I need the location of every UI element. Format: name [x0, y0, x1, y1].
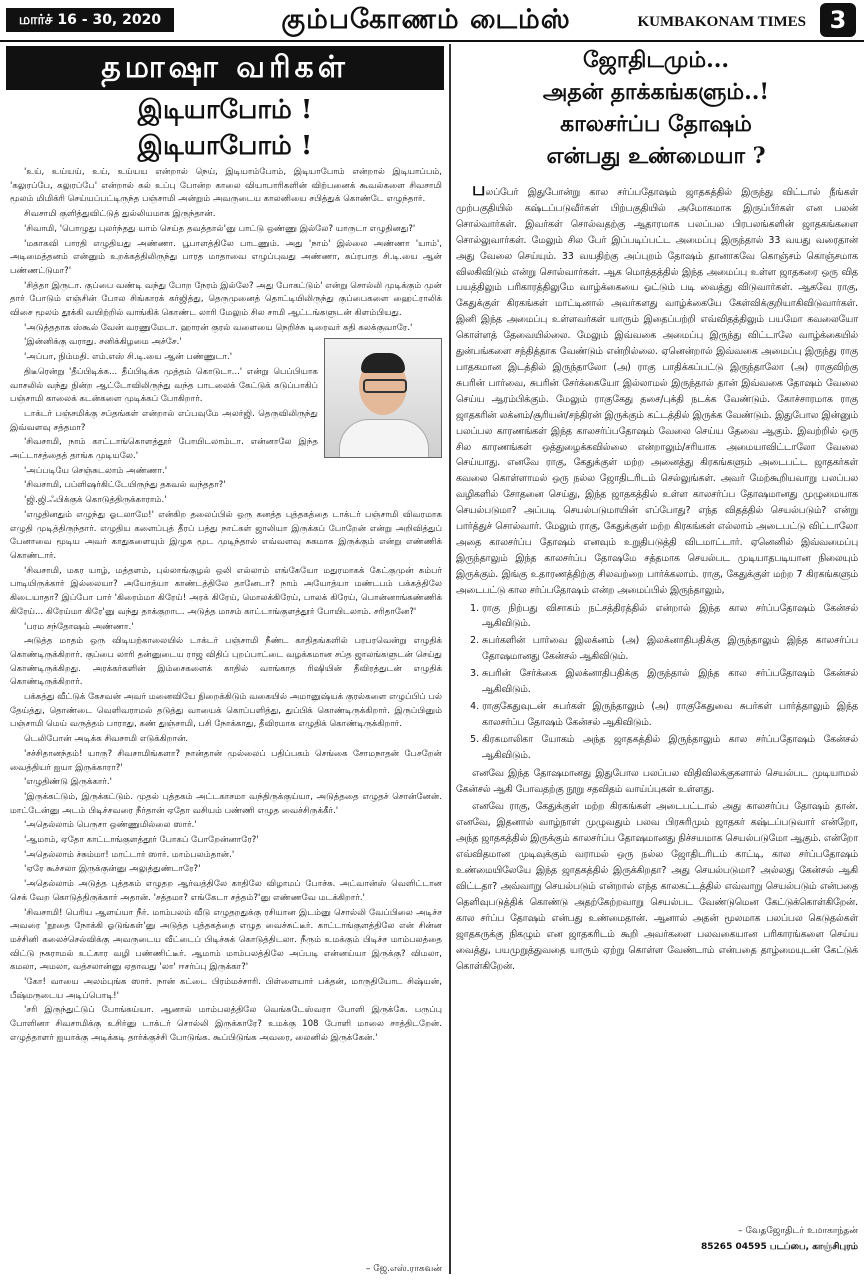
intro-text: லப்பேர் இதுபோன்று கால சர்ப்பதோஷம் ஜாதகத்தில் இருந்து விட்டால் நீங்கள் முற்பகுதியில் கஷ்டப்படுவீர்கள் பிற்பகுதியில் அமோகமாக இருப்பீர்கள் என பலன் சொல்வார்கள். இவர்கள் சொல்வதற்கு ஆதாரமாக பலப்பல பிரபலங்களின் ஜாதகங்களை சொல்லுவார்கள். மேலும் சில பேர் இப்படிப்பட்ட அமைப்பு இருந்தால் 33 வயது வரைதான் அது வேலை செய்யும். 33 வயதிற்கு அப்புறம் தோஷம் தானாகவே கொஞ்சம் கொஞ்சமாக விலகிவிடும் என்று சொல்வார்கள். ஆக மொத்தத்தில் இந்த அமைப்பு உள்ள ஜாதகரை ஒரு வித பயத்திலும் பரிகாரத்திலுமே வாழ்க்கையை ஓட்டும் படி வைத்து விடுவார்கள். ஆகவே ராகு, கேதுக்குள் கிரகங்கள் மாட்டினால் அவர்களது வாழ்க்கையே கேள்விக்குறியாகிவிடுவார்கள். இனி இந்த அமைப்பு உள்ளவர்கள் யாரும் இதைப்பற்றி எவ்விதத்திலும் பயமோ கவலையோ கொள்ளத் தேவையில்லை. மேலும் இவ்வகை அமைப்பு இருந்து விட்டாலே வாழ்க்கையில் துன்பங்களை சந்தித்தாக வேண்டும் என்றில்லை. ஏனென்றால் இவ்வகை அமைப்பு இருந்து ராகு பாதகமான இடத்தில் இருந்தாலோ (அ) ராகு பாதிக்கப்பட்டு இருந்தாலோ (அ) ராகுவிற்கு சுபரின் பார்வை, சுபரின் சேர்க்கையோ இல்லாமல் இருந்தால் தான் இவ்வகை தோஷம் வேலை செய்ய ஆரம்பிக்கும். மேலும் ராகுகேது தசை/புக்தி நடக்க வேண்டும். கோச்சாரமாக ராகு ஜாதகரின் லக்னம்/சூரியன்/சந்திரன் இருக்கும் கட்டத்தில் இருக்க வேண்டும். இதுபோல இன்னும் பலப்பல காரணங்கள் இந்த காலசர்ப்பதோஷம் வேலை செய்ய தேவை ஆகும். இவற்றில் ஒரு சில காரணங்கள் ஒத்துழைக்கவில்லை என்றாலும்/சரியாக அமையாவிட்டாலோ வேலை செய்யாது. எனவே ராகு, கேதுக்குள் மற்ற அனைத்து கிரகங்களும் அடைபட்ட ஜாதகர்கள் கவலை கொள்ளாமல் ஒரு நல்ல ஜோதிடரிடம் செல்லுங்கள். அவர் மேற்கூறியவாறு பலப்பல வழிகளில் சோதனை செய்து, இந்த ஜாதகத்தில் உள்ள காலசர்ப்ப தோஷமானது முழுமையாக செயல்படுமா? அப்படி செயல்படுமாயின் எப்போது? எந்த விதத்தில் செயல்படும்? என்று பார்த்துச் சொல்வார். மேலும் ராகு, கேதுக்குள் மற்ற கிரகங்கள் எல்லாம் அடைபட்டு விட்டாலோ அதை காலசர்ப்ப தோஷம் எனவும் உறுதிபடுத்தி விடமாட்டார். ஏனெனில் இவ்வமைப்பு இருந்தாலும் இந்த காலசர்ப்ப தோஷமே சத்தமாக செயல்பட முடியாதபடியான நிலையும் இருக்கும். இங்கு உதாரணத்திற்கு சிலவற்றை பார்க்கலாம். ராகு, கேதுக்குள் மற்ற 7 கிரகங்களும் அடைபட்டு கால சர்ப்பதோஷம் என்ற அமைப்பில் இருந்தாலும்,	[456, 187, 858, 596]
left-article-body	[10, 166, 442, 1258]
left-paragraph: 'சிவசாமி, பப்ளிஷர்கிட்டேயிருந்து தகவல் வந்ததா?'	[24, 480, 226, 491]
drop-cap: ப	[472, 182, 486, 200]
left-paragraph: டெலிபோன் அடிக்க சிவசாமி எடுக்கிறான்.	[24, 734, 189, 745]
left-paragraph: 'அதெல்லாம் அடுத்த புத்தகம் எழுதற ஆர்வத்திலே காதிலே விழாமப் போச்சு. அட்வான்ஸ் வெளிட்டான செக் வேற கொடுத்திருக்கார் அதான். 'சத்தமா? எங்கேடா சத்தம்?'னு எண்ணவே மடக்கிறார்.'	[10, 879, 442, 903]
left-paragraph: 'சிவசாமி! பெரிய ஆளய்யா நீர். மாம்பலம் வீடு எழுதறதுக்கு ரசியான இடம்னு சொல்லி வேப்பிலை அடிச்ச அவரை 'நூதை நோக்கி ஓடுங்கள்'னு அடுத்த புத்தகத்தை எழுத வைச்சுட்டீர். காட்டாங்குளத்திலே என் சின்ன மச்சினி கலைச்செல்விக்கு அவருடைய வீட்டைப் பிடிச்சுக் கொடுத்திடலா. நீரும் உமக்கும் பிடிச்ச மாம்பலத்தை விட்டு நகராமல் உட்கார வழி பண்ணிட்டீர். ஆமாம் மாம்பலத்திலே அப்படி என்னய்யா இருக்கு? விமலா, கமலா, அமலா, வத்சலான்னு ஏதாவது 'லா' ஈசர்ப்பு இருக்கா?'	[10, 907, 442, 973]
condition-item: 4. ராகுகேதுவுடன் சுபர்கள் இருந்தாலும் (அ) ராகுகேதுவை சுபர்கள் பார்த்தாலும் இந்த காலசர்ப்ப தோஷம் கேன்சல் ஆகிவிடும்.	[482, 699, 858, 731]
left-paragraph: திடீரென்று 'தீப்பிடிக்க... தீப்பிடிக்க முத்தம் கொடுடா...' என்று பெப்பியாக வாசலில் வந்து நின்ற ஆட்டோவிலிருந்து வந்த பாடலைக் கேட்டுக் கடுப்பாகிப் பஞ்சாமி காலைக் கடன்களை முடிக்கப் போகிறார்.	[10, 366, 318, 405]
right-paragraph: எனவே ராகு, கேதுக்குள் மற்ற கிரகங்கள் அடைபட்டால் அது காலசர்ப்ப தோஷம் தான். எனவே, இதனால் வாழ்நாள் முழுவதும் பலவ பிரசுரிமும் ஜாதகர் கஷ்டப்படுவார் என்றோ, அந்த ஜாதகத்தில் இருக்கும் காலசர்ப்ப தோஷமானது நிச்சயமாக செயல்படுமோ ஆகும். என்றோ எவ்விதமான முடிவுக்கும் வராமல் ஒரு நல்ல ஜோதிடரிடம் காட்டி, கால சர்ப்பதோஷம் உண்மையிலேயே இந்த ஜாதகத்தில் இருக்கிறதா? அது செயல்படுமா? அல்லது கேன்சல் ஆகி விட்டதா? அவ்வாறு செயல்படும் என்றால் எந்த காலகட்டத்தில் எவ்வாறு செயல்படும் என்பதை தெளிவுபடுத்திக் கொண்டு அதற்கேற்றவாறு செயல்பட வேண்டுமென கேட்டுக்கொள்கிறேன். கால சர்ப்ப தோஷம் என்பது உண்மைதான். ஆனால் அதன் மூலமாக பலப்பல கெடுதல்கள் ஜாதகருக்கு நிகழும் என ஜாதகரிடம் கூறி அவர்களை பலவகையான பரிகாரங்களை செய்ய வைத்து, பயமுறுத்துவதை யாரும் ஏற்று கொள்ள வேண்டாம் என்பதை தாழ்மையுடன் கேட்டுக் கொள்கிறேன்.	[456, 801, 858, 972]
issue-date: மார்ச் 16 - 30, 2020	[6, 8, 174, 32]
left-paragraph: 'சச்சிதானந்தம்! யாரு? சிவசாமிங்களா? நான்தான் முல்லைப் பதிப்பகம் செங்கை சோமநாதன் பேசறேன் வைத்தியர் ஐயா இருக்காரா?'	[10, 748, 442, 773]
left-paragraph: 'அதெல்லாம் பெருசா ஒண்ணுமில்லை ஸார்.'	[24, 820, 197, 831]
right-headline	[454, 44, 858, 178]
section-title: தமாஷா வரிகள்	[6, 46, 444, 90]
right-byline: – வேதஜோதிடர் உமாகாந்தன்	[738, 1226, 858, 1236]
right-headline-line-3: காலசர்ப்ப தோஷம்	[560, 111, 752, 137]
left-headline-line-1: இடியாபோம் !	[137, 95, 313, 125]
photo-glasses	[363, 379, 407, 393]
right-headline-line-1: ஜோதிடமும்...	[582, 47, 730, 73]
left-paragraph: சிவசாமி குளித்துவிட்டுத் துல்லியமாக இருந்தான்.	[24, 209, 216, 220]
paper-name-tamil: கும்பகோணம் டைம்ஸ்	[281, 4, 571, 35]
masthead	[0, 0, 864, 42]
photo-hair	[361, 353, 405, 373]
left-paragraph: 'சிவாமி, 'பொழுது புலர்ந்தது யாம் செய்த தவத்தால்'னு பாட்டு ஒண்ணு இல்லே? யாருடா எழுதினது?'	[24, 223, 416, 234]
left-paragraph: 'இருக்கட்டும், இருக்கட்டும். முதல் புத்தகம் அட்டகாசமா வந்திருக்குய்யா, அடுத்ததை எழுதச் சொன்னேன். மாட்டேன்னு அடம் பிடிச்சவரை நீர்தான் ஏதோ வசியம் பண்ணி எழுத வைச்சிருக்கீர்.'	[10, 791, 442, 816]
left-paragraph: பக்கத்து வீட்டுக் கேசவன் அவர் மனைவியே நிறைக்கிடும் வகையில் அமானுஷ்யக் குரல்களை எழுப்பிப் பல் தேய்த்து, தொண்டை வெளிவராமல் தடுத்து வாயைக் கொப்பளித்து, துப்பிக் கொண்டிருக்கிறார். இருப்பினும் பஞ்சாமி மெய் வருத்தம் பாராது, கண் துஞ்சாமி, பசி நோக்காது, தீவிரமாக எழுதிக் கொண்டிருக்கிறார்.	[10, 692, 442, 730]
left-paragraph: 'ஆமாம், ஏதோ காட்டாங்குளத்தூர் போகப் போறேன்னாரே?'	[24, 835, 259, 846]
left-paragraph: 'கோ! வாயை அலம்புங்க ஸார். நான் கட்டை பிரம்மச்சாரி. பிள்ளையார் பக்தன், மாருதியோட சிஷ்யன், பீஷ்மருடைய அடிப்பொடி!'	[10, 977, 442, 1001]
condition-item: 2. சுபர்களின் பார்வை இலக்னம் (அ) இலக்னாதிபதிக்கு இருந்தாலும் இந்த காலசர்ப்ப தோஷமானது கேன்சல் ஆகிவிடும்.	[482, 633, 858, 665]
paper-name-english: KUMBAKONAM TIMES	[637, 14, 806, 30]
page-number: 3	[820, 3, 856, 37]
left-paragraph: 'ஏரே கூச்சலா இருக்குன்னு அலுத்துண்டாரே?'	[24, 864, 201, 875]
left-paragraph: 'அடுத்ததாக ஸ்கூல் வேன் வரணுமேடா. ஹாரன் குரல் வளையை நெறிச்சு டிரைவர் கதி கலக்குவாரே.'	[24, 322, 413, 333]
left-paragraph: 'ஜி.ஜி.ஃபிக்குக் கொடுத்திருக்காராம்.'	[24, 495, 167, 506]
right-headline-line-2: அதன் தாக்கங்களும்..!	[542, 79, 770, 105]
condition-item: 1. ராகு நிற்பது விசாகம் நட்சத்திரத்தில் என்றால் இந்த கால சர்ப்பதோஷம் கேன்சல் ஆகிவிடும்.	[482, 601, 858, 633]
left-paragraph: 'அப்பா, நிம்மதி. எம்.எஸ் சி.டி.யை ஆன் பண்ணுடா.'	[24, 352, 233, 363]
left-paragraph: 'இன்னிக்கு வராது. சனிக்கிழமை அச்சே.'	[24, 337, 182, 348]
left-paragraph: 'சிவசாமி, மகர யாழ், மத்தளம், புல்லாங்குழல் ஒலி எல்லாம் எங்கேயோ மதுரமாகக் கேட்குமுன் கம்பர் பாடியிருக்கார் இல்லையா? அயோத்யா காண்டத்திலே தானேடா? நாம் அயோத்யா மண்டபம் பக்கத்திலே கிடையாதா? இப்போ பார் 'கிரைம்மா கிரேய்! அரக் கிரேய், மொலக்கிரேய், பாலக் கிரேய், பொன்னாங்கண்ணிக் கிரேய்... கிரேய்மா கிரே'னு வந்து தாக்குறாட. அடுத்த மாசம் காட்டாங்குளத்தூர் போயிடலாம். சரிதானே?'	[10, 565, 442, 617]
left-paragraph: 'அதெல்லாம் ச்சும்மா! மாட்டார் ஸார். மாம்பலம்தான்.'	[24, 849, 235, 860]
right-article-body	[456, 182, 858, 1224]
author-photo	[324, 338, 442, 458]
right-headline-line-4: என்பது உண்மையா ?	[546, 143, 766, 169]
left-paragraph: 'சித்தா இருடா. குப்பை வண்டி வந்து போற நேரம் இல்லே? அது போகட்டும்' என்று சொல்லி முடிக்கும் முன் தார் போடும் எஞ்சின் போல சிங்காரக் கர்ஜித்து, தெருமுனைத் தொட்டியிலிருந்து குப்பைகளை ஹைட்ராலிக் விசை மூலம் தூக்கி வயிற்றில் வாங்கிக் கொண்ட லாரி மேலும் சில சாமி ஆட்டங்களுடன் கிளம்பியது.	[10, 280, 442, 319]
left-byline: – ஜே.எஸ்.ராகவன்	[365, 1264, 442, 1274]
condition-item: 3. சுபரின் சேர்க்கை இலக்னாதிபதிக்கு இருந்தால் இந்த கால சர்ப்பதோஷம் கேன்சல் ஆகிவிடும்.	[482, 666, 858, 698]
left-paragraph: 'மகாகவி பாரதி எழுதியது அண்ணா. பூபாளத்திலே பாடணும். அது 'நாம்' இல்லை அண்ணா 'யாம்', அடிமைத்தனம் என்னும் உறக்கத்திலிருந்து பாரத மாதாவை எழுப்புவது அண்ணா, சுப்ரபாத சி.டி.யை ஆன் பண்ணட்டுமா?'	[10, 238, 442, 276]
left-headline	[6, 92, 444, 164]
right-intro-paragraph	[456, 182, 858, 599]
left-headline-line-2: இடியாபோம் !	[137, 131, 313, 161]
left-paragraph: அடுத்த மாதம் ஒரு விடியற்காலையில் டாக்டர் பஞ்சாமி நீண்ட காதிதங்களில் பரபரவென்று எழுதிக் கொண்டிருக்கிறார். குப்பை லாரி தன்னுடைய ராஜ விதிப் புறப்பாட்டை வழக்கமான சப்த ஜாலங்களுடன் செய்து கொண்டிருக்கிறது. அரக்கர்களின் இம்சைகளைக் காதில் வாங்காத ரிஷியின் தீவிரத்துடன் எழுதிக் கொண்டிருக்கிறார்.	[10, 636, 442, 688]
left-paragraph: 'சரி இருந்துட்டுப் போங்கய்யா. ஆனால் மாம்பலத்திலே வெங்கடேஸ்வரா போளி இருக்கே. பருப்பு போளினா சிவசாமிக்கு உசிர்னு டாக்டர் சொல்லி இருக்காரே? உமக்கு 108 போளி மாலை சாத்திடறேன். எழுத்தாளர் ஐயாக்கு அடிக்கடி தார்க்குச்சி போடுங்க. கூப்பிடுங்க அவரை, லைனில் இருக்கேன்.'	[10, 1005, 442, 1043]
photo-shirt	[339, 419, 429, 458]
left-paragraph: 'அப்படியே செஞ்சுடலாம் அண்ணா.'	[24, 465, 168, 476]
left-paragraph: 'சிவசாமி, நாம் காட்டாங்கொளத்தூர் போயிடலாம்டா. என்னாலே இந்த அட்டாசத்தைத் தாங்க முடியலே.'	[10, 437, 318, 462]
right-paragraph: எனவே இந்த தோஷமானது இதுபோல பலப்பல விதிவிலக்குகளால் செயல்பட முடியாமல் கேன்சல் ஆகி போவதற்கு நூறு சதவிதம் வாய்ப்புகள் உள்ளது.	[456, 767, 858, 795]
left-paragraph: 'எழுதிண்டு இருக்கார்.'	[24, 777, 113, 788]
author-contact: 85265 04595 படப்பை, காஞ்சிபுரம்	[701, 1242, 858, 1252]
left-paragraph: 'உய், உய்யய், உய், உய்யய என்றால் நெய், இடியாம்போம், இடியாபோம் என்றால் இடியாப்பம், 'கலுரப்பே, கலுரப்பே' என்றால் கல் உப்பு போன்ற காலை வியாபாரிகளின் விற்பனைக் கூவல்களை சிவசாமி மூலம் மிமிக்ரி செய்யப்பட்டிருந்த பஞ்சாமி அன்றும் அவருடைய காலனியை சபித்துக் கொண்டே எழுந்தார்.	[10, 167, 442, 205]
condition-item: 5. கிரகமாலிகா யோகம் அந்த ஜாதகத்தில் இருந்தாலும் கால சர்ப்பதோஷம் கேன்சல் ஆகிவிடும்.	[482, 732, 858, 764]
column-divider	[449, 44, 451, 1274]
left-paragraph: டாக்டர் பஞ்சமிக்கு சப்தங்கள் என்றால் எப்பவுமே அலர்ஜி. தெருவிலிருந்து இவ்வளவு சத்தமா?	[10, 408, 318, 433]
cancellation-conditions-list	[456, 601, 858, 764]
left-paragraph: 'பரம சந்தோஷம் அண்ணா.'	[24, 621, 134, 632]
left-paragraph: 'எழுதினதும் எழுந்து ஓடலாமே!' என்கிற தலைப்பில் ஒரு கனத்த புத்தகத்தை டாக்டர் பஞ்சாமி விவரமாக எழுதி முடித்திருந்தார். எழுதிய களைப்புத் தீரப் பத்து நாட்கள் ஜாலியா இருக்கப் போறேன் என்று அறிவித்துப் பேனாவை மூடிய அவர் காதுகளையும் இழுக மூட முடிந்தால் எவ்வளவு சுகமாக இருக்கும் என்று எண்ணிக் கொண்டார்.	[10, 509, 442, 561]
